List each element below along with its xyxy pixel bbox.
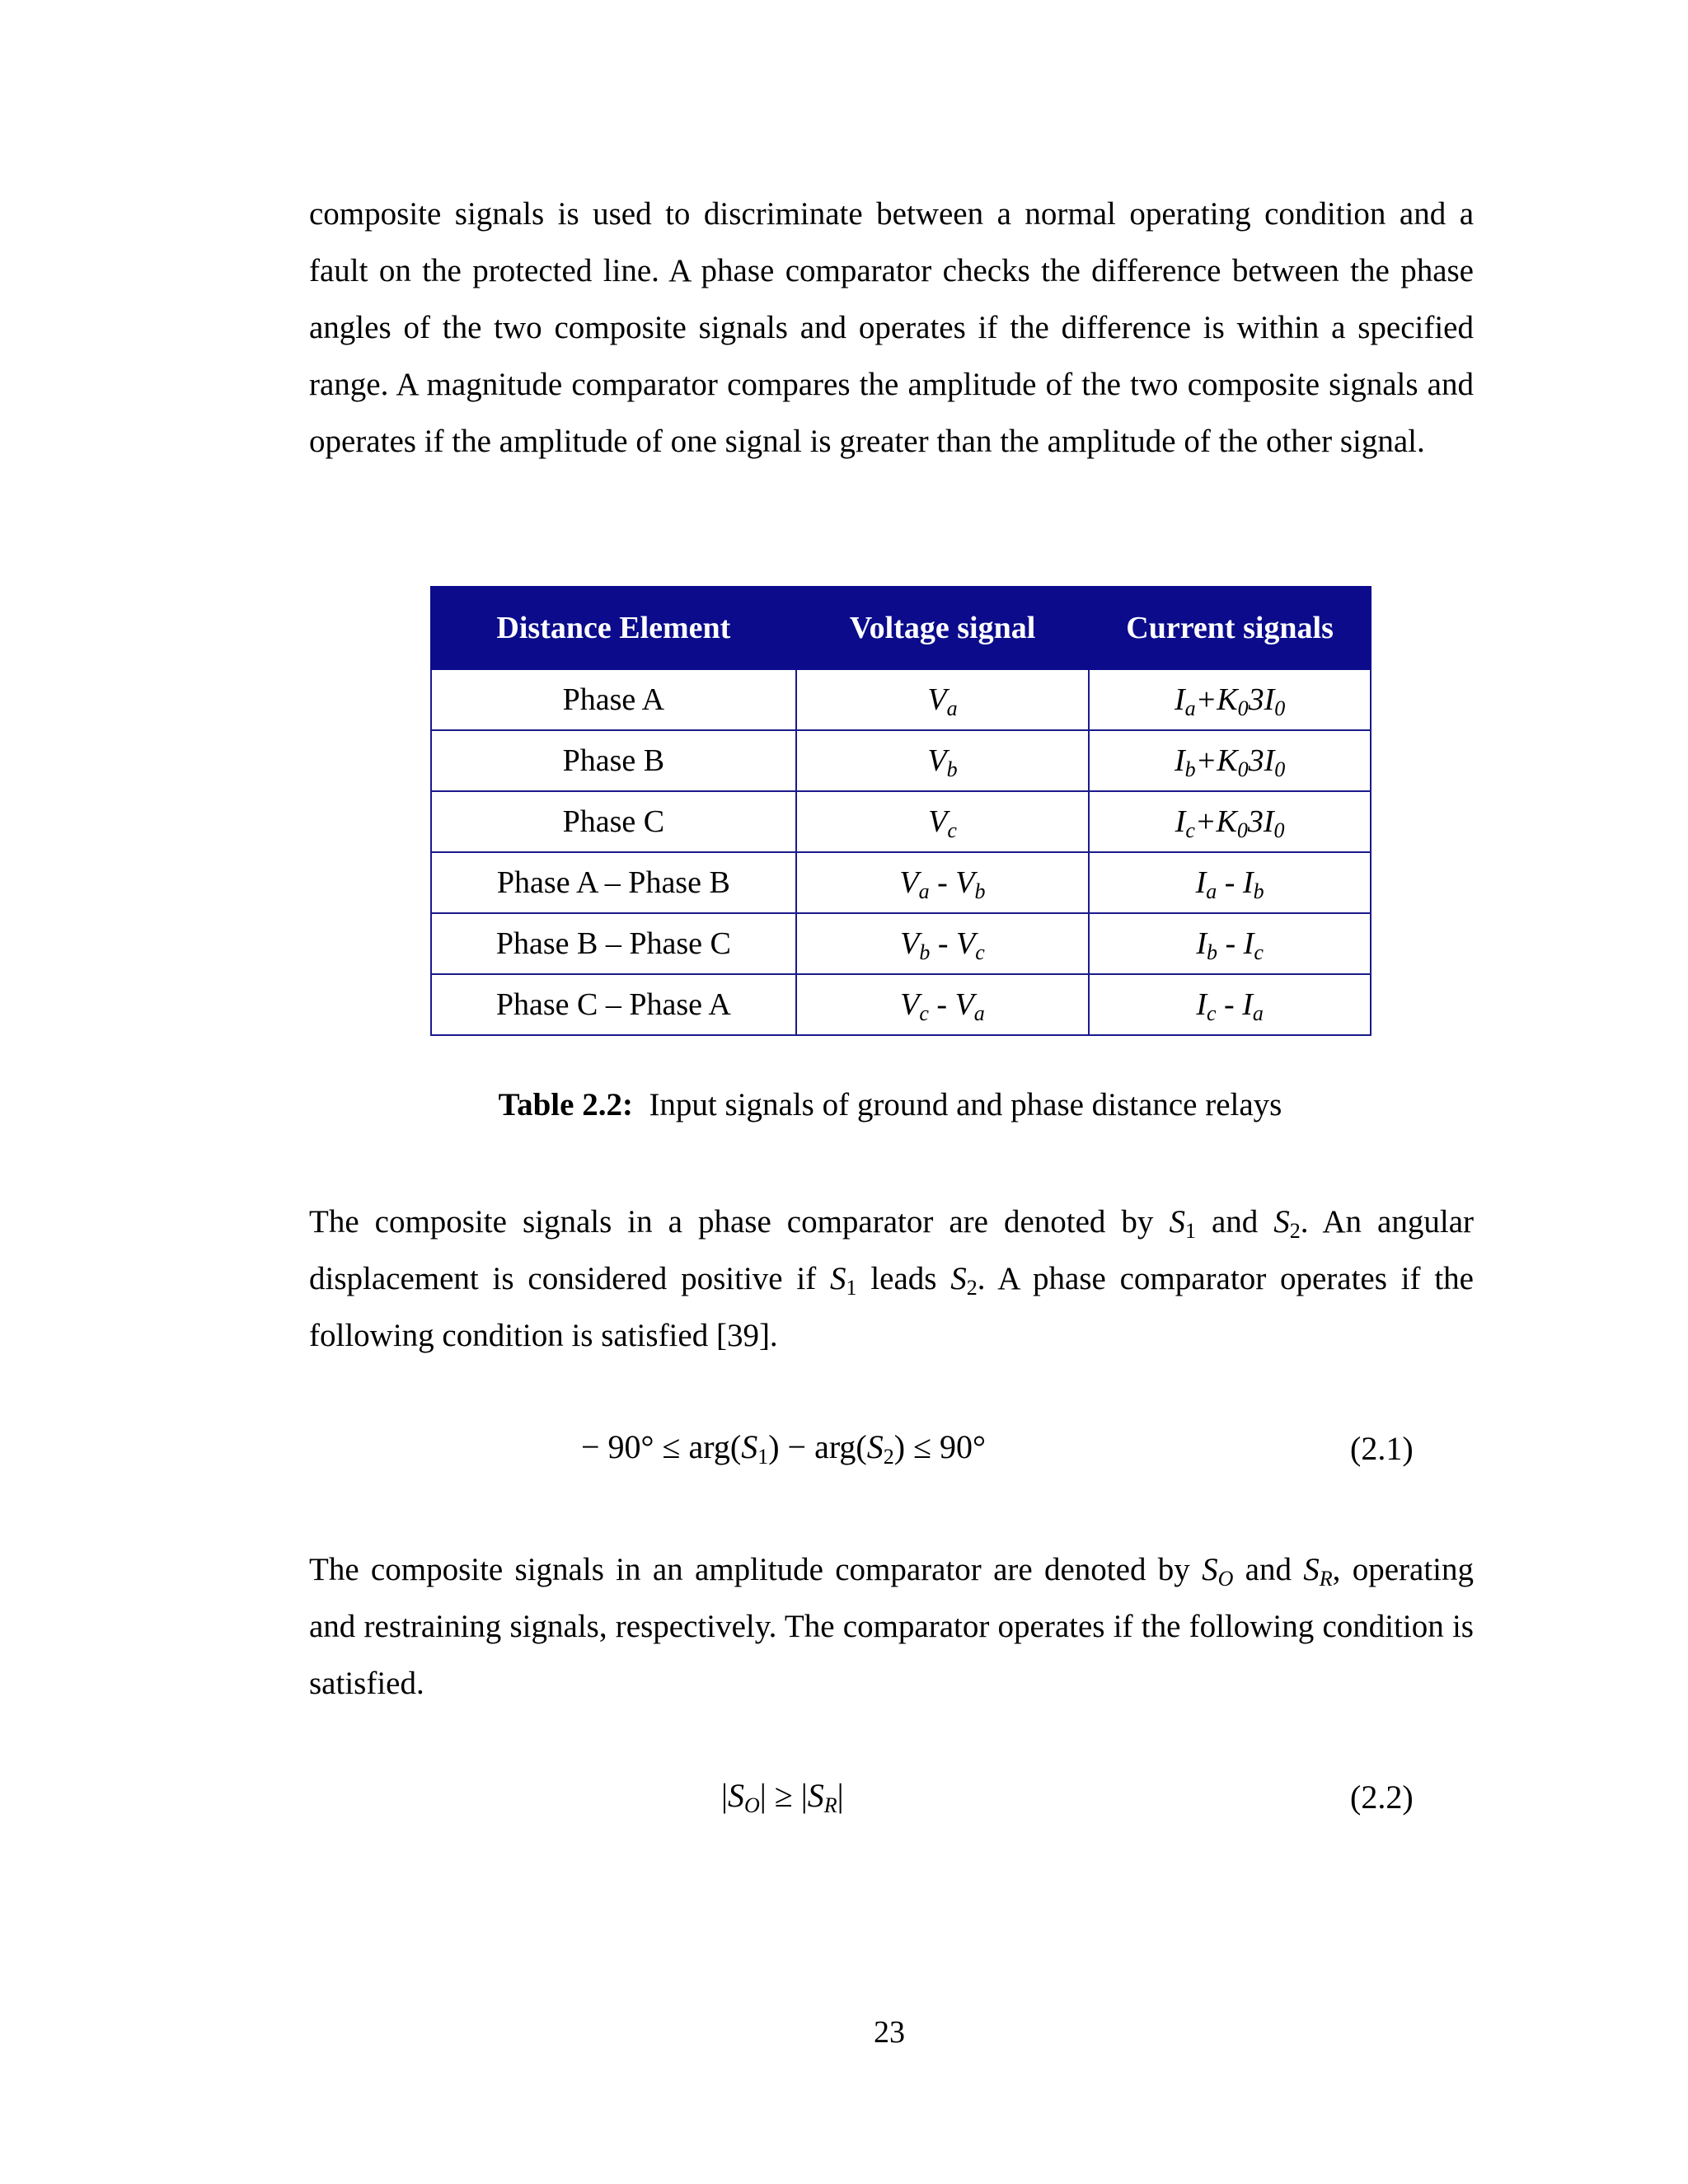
cell-current: $I_b - I_c$ (1089, 913, 1371, 974)
cell-voltage: $V_b$ (796, 730, 1089, 791)
cell-element: Phase B – Phase C (431, 913, 796, 974)
symbol-s1-sub: 1 (1184, 1219, 1196, 1243)
cell-voltage: $V_c$ (796, 791, 1089, 852)
para2-text: The composite signals in a phase comparator are denoted by (309, 1204, 1170, 1240)
cell-element: Phase C – Phase A (431, 974, 796, 1035)
header-voltage-signal: Voltage signal (796, 587, 1089, 669)
body-paragraph-1: composite signals is used to discriminate between a normal operating condition and a fault on the protected line. A phase comparator checks the difference between the phase angles of the two composite signals and operates if the difference is within a specified range. A magnitude comparator compares the amplitude of the two composite signals and operates if the amplitude of one signal is greater than the amplitude of the other signal. (309, 196, 1474, 459)
cell-element: Phase A – Phase B (431, 852, 796, 913)
body-paragraph-3 (309, 1541, 1474, 1712)
table-header-row (431, 587, 1371, 669)
cell-current: $I_a+K_03I_0$ (1089, 669, 1371, 730)
para2-text: . An angular displacement is considered positive if (309, 1204, 1474, 1296)
table-row (431, 791, 1371, 852)
symbol-so: $S_O$ (1202, 1552, 1234, 1591)
equation-2-1: − $90^\circ \le arg(S_1) - arg(S_2) \le 90^\circ$ (581, 1428, 987, 1469)
equation-number-2-2: (2.2) (1350, 1779, 1414, 1816)
symbol-s1: S (1169, 1204, 1185, 1240)
table-row (431, 852, 1371, 913)
cell-voltage: $V_c - V_a$ (796, 974, 1089, 1035)
cell-voltage: $V_b - V_c$ (796, 913, 1089, 974)
caption-text: Input signals of ground and phase distance relays (632, 1087, 1282, 1122)
symbol-s2-sub: 2 (1289, 1219, 1301, 1243)
symbol-sr: $S_R$ (1303, 1552, 1333, 1591)
input-signals-table (430, 586, 1372, 1036)
cell-element: Phase B (431, 730, 796, 791)
cell-voltage: $V_a - V_b$ (796, 852, 1089, 913)
table-row (431, 669, 1371, 730)
para3-text: The composite signals in an amplitude comparator are denoted by (309, 1552, 1203, 1587)
page-number: 23 (874, 2015, 905, 2050)
cell-current: $I_c - I_a$ (1089, 974, 1371, 1035)
caption-label: Table 2.2: (498, 1087, 633, 1122)
symbol-s2: S (950, 1261, 967, 1296)
body-paragraph-2 (309, 1193, 1474, 1364)
symbol-s2: S (1273, 1204, 1290, 1240)
symbol-s1-sub: 1 (846, 1276, 857, 1300)
para2-text: . A phase comparator operates if the following condition is satisfied [39]. (309, 1261, 1474, 1353)
cell-current: $I_c+K_03I_0$ (1089, 791, 1371, 852)
cell-element: Phase A (431, 669, 796, 730)
para2-text: leads (856, 1261, 951, 1296)
cell-current: $I_a - I_b$ (1089, 852, 1371, 913)
cell-element: Phase C (431, 791, 796, 852)
para3-text: and (1233, 1552, 1304, 1587)
table-row (431, 974, 1371, 1035)
table-row (431, 730, 1371, 791)
cell-voltage: $V_a$ (796, 669, 1089, 730)
para2-text: and (1195, 1204, 1274, 1240)
table-row (431, 913, 1371, 974)
equation-2-2: $|S_O| \ge |S_R|$ (721, 1777, 844, 1817)
header-distance-element: Distance Element (431, 587, 796, 669)
symbol-s1: S (830, 1261, 846, 1296)
header-current-signals: Current signals (1089, 587, 1371, 669)
equation-number-2-1: (2.1) (1350, 1430, 1414, 1467)
para3-text: , operating and restraining signals, respectively. The comparator operates if the following condition is satisfied. (309, 1552, 1474, 1701)
cell-current: $I_b+K_03I_0$ (1089, 730, 1371, 791)
table-caption (0, 1086, 1688, 1123)
symbol-s2-sub: 2 (966, 1276, 978, 1300)
